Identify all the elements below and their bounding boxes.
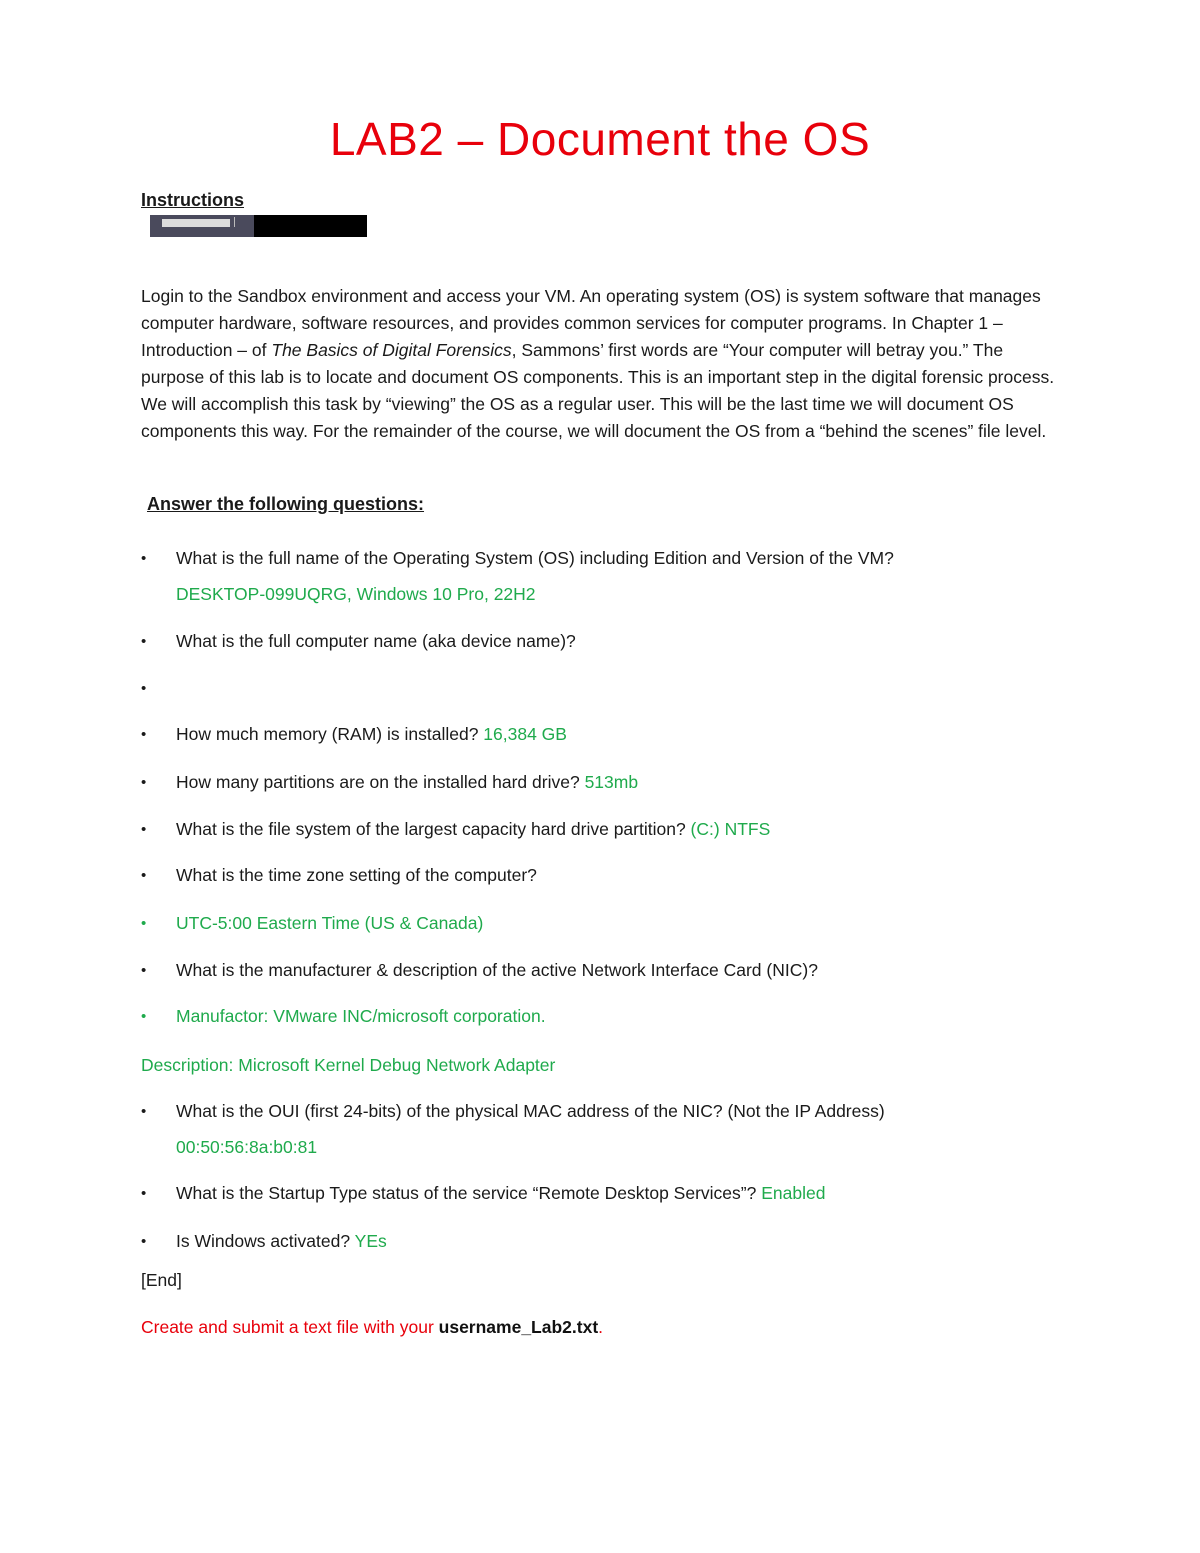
question-text: What is the full name of the Operating System (OS) including Edition and Version of the VM?	[176, 548, 894, 568]
question-text: What is the full computer name (aka device name)?	[176, 631, 576, 651]
question-text: What is the Startup Type status of the service “Remote Desktop Services”?	[176, 1183, 762, 1203]
screenshot-textbox	[162, 219, 230, 227]
nic-description: Description: Microsoft Kernel Debug Network Adapter	[141, 1055, 556, 1075]
question-text: What is the OUI (first 24-bits) of the physical MAC address of the NIC? (Not the IP Address)	[176, 1101, 885, 1121]
question-text: How much memory (RAM) is installed?	[176, 724, 484, 744]
bullet	[141, 812, 176, 847]
bullet	[141, 953, 176, 988]
answer-text: (C:) NTFS	[690, 819, 771, 839]
question-text: What is the manufacturer & description of the active Network Interface Card (NIC)?	[176, 960, 818, 980]
bullet	[141, 765, 176, 800]
intro-paragraph	[141, 283, 1071, 445]
answer-text: 16,384 GB	[483, 724, 567, 744]
screenshot-divider	[234, 217, 241, 227]
page-title: LAB2 – Document the OS	[329, 113, 871, 165]
submit-period: .	[598, 1317, 604, 1337]
answer-text: UTC-5:00 Eastern Time (US & Canada)	[176, 913, 484, 933]
question-text: What is the file system of the largest capacity hard drive partition?	[176, 819, 691, 839]
bullet	[141, 858, 176, 893]
bullet	[141, 624, 176, 659]
submit-filename: username_Lab2.txt	[438, 1317, 599, 1337]
screenshot-left-panel	[150, 215, 254, 237]
question-text: How many partitions are on the installed hard drive?	[176, 772, 585, 792]
answer-text: Enabled	[761, 1183, 826, 1203]
bullet	[141, 671, 176, 706]
answer-text: 00:50:56:8a:b0:81	[176, 1137, 318, 1157]
answer-text: 513mb	[584, 772, 639, 792]
bullet	[141, 1094, 176, 1129]
instructions-heading: Instructions	[141, 190, 245, 210]
answer-text: DESKTOP-099UQRG, Windows 10 Pro, 22H2	[176, 584, 536, 604]
answer-text: Manufactor: VMware INC/microsoft corporation.	[176, 1006, 546, 1026]
bullet	[141, 1224, 176, 1259]
questions-heading: Answer the following questions:	[147, 494, 425, 514]
intro-text-2: , Sammons’ first words are “Your computer will betray you.” The purpose of this lab is to locate and document OS components. This is an important step in the digital forensic process. We will accomplish this task by “viewing” the OS as a regular user. This will be the last time we will document OS components this way. For the remainder of the course, we will document the OS from a “behind the scenes” file level.	[141, 340, 1055, 441]
question-text: Is Windows activated?	[176, 1231, 355, 1251]
submit-text: Create and submit a text file with your	[141, 1317, 439, 1337]
answer-text: YEs	[354, 1231, 387, 1251]
intro-text-1: Login to the Sandbox environment and access your VM. An operating system (OS) is system software that manages computer hardware, software resources, and provides common services for computer programs. In Chapter 1 – Introduction – of	[141, 286, 1041, 360]
bullet	[141, 1176, 176, 1211]
bullet	[141, 999, 176, 1034]
bullet	[141, 541, 176, 576]
book-title: The Basics of Digital Forensics	[271, 340, 512, 360]
submit-instruction	[141, 1317, 603, 1338]
bullet	[141, 906, 176, 941]
end-marker: [End]	[141, 1270, 182, 1290]
embedded-screenshot-image	[150, 215, 367, 237]
bullet	[141, 717, 176, 752]
question-text: What is the time zone setting of the computer?	[176, 865, 537, 885]
